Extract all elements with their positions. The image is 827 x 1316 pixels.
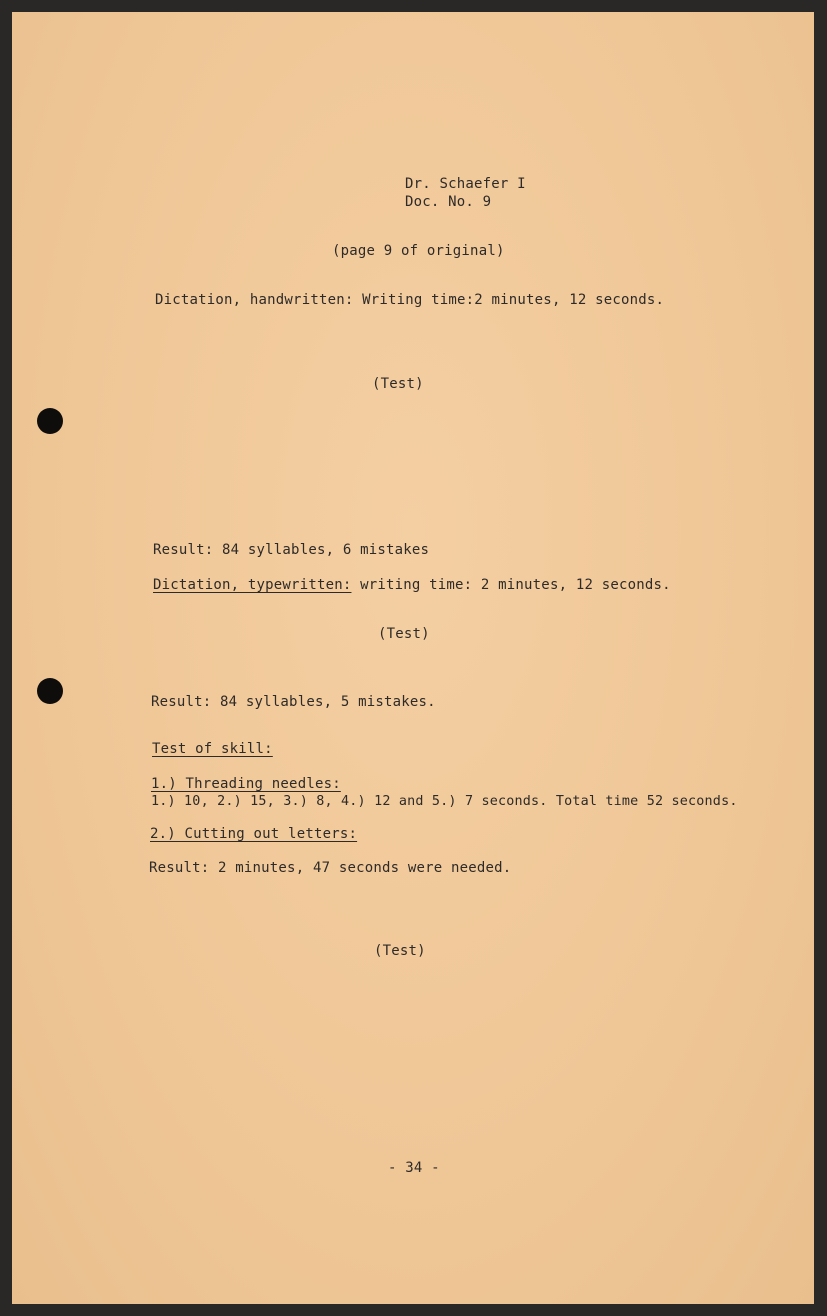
- punch-hole-lower: [37, 678, 63, 704]
- page-number: - 34 -: [388, 1160, 440, 1176]
- test-placeholder-2: (Test): [378, 626, 430, 642]
- skill-heading: Test of skill:: [152, 741, 273, 757]
- header-doc-number: Doc. No. 9: [405, 194, 492, 210]
- dictation-handwritten-text: Writing time:2 minutes, 12 seconds.: [362, 292, 665, 308]
- threading-heading: 1.) Threading needles:: [151, 776, 341, 792]
- dictation-typewritten-text: writing time: 2 minutes, 12 seconds.: [360, 577, 671, 593]
- document-page: [12, 12, 814, 1304]
- threading-results: 1.) 10, 2.) 15, 3.) 8, 4.) 12 and 5.) 7 seconds. Total time 52 seconds.: [151, 794, 738, 809]
- dictation-typewritten-label: Dictation, typewritten:: [153, 577, 352, 593]
- test-placeholder-3: (Test): [374, 943, 426, 959]
- punch-hole-upper: [37, 408, 63, 434]
- result-handwritten: Result: 84 syllables, 6 mistakes: [153, 542, 430, 558]
- dictation-handwritten-label: Dictation, handwritten:: [155, 292, 354, 308]
- page-reference: (page 9 of original): [332, 243, 505, 259]
- result-cutting: Result: 2 minutes, 47 seconds were needed.: [149, 860, 512, 876]
- cutting-heading: 2.) Cutting out letters:: [150, 826, 358, 842]
- dictation-handwritten-line: [155, 292, 664, 308]
- header-author: Dr. Schaefer I: [405, 176, 526, 192]
- result-typewritten: Result: 84 syllables, 5 mistakes.: [151, 694, 436, 710]
- dictation-typewritten-line: [153, 577, 671, 593]
- test-placeholder-1: (Test): [372, 376, 424, 392]
